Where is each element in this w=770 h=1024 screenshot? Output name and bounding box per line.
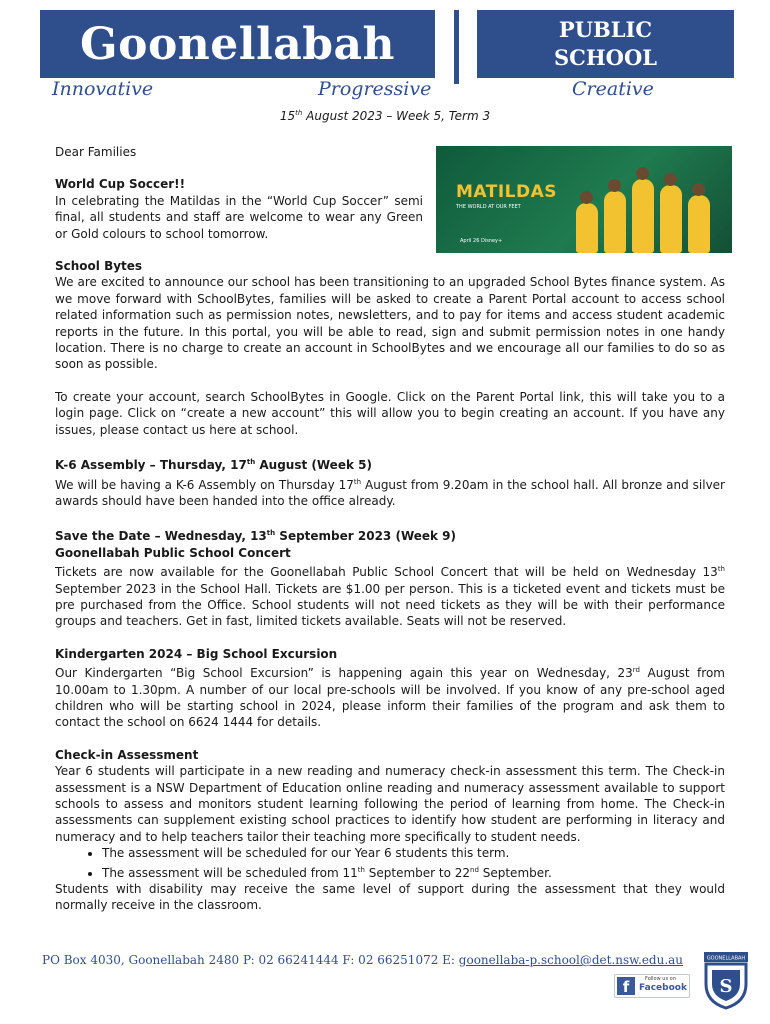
newsletter-body xyxy=(55,144,725,914)
matildas-subtitle: THE WORLD AT OUR FEET xyxy=(456,204,521,210)
school-crest-icon xyxy=(700,950,752,1010)
banner-line-2: SCHOOL xyxy=(553,45,658,70)
assembly-body: We will be having a K-6 Assembly on Thursday 17th August from 9.20am in the school hall. All bronze and silver awards should have been handed into the office already. xyxy=(55,477,725,508)
school-name: Goonellabah xyxy=(80,18,395,70)
school-bytes-heading: School Bytes xyxy=(55,259,143,274)
kindy-heading: Kindergarten 2024 – Big School Excursion xyxy=(55,646,338,661)
concert-heading: Goonellabah Public School Concert xyxy=(55,545,291,560)
school-bytes-para-2: To create your account, search SchoolBytes in Google. Click on the Parent Portal link, this will take you to a login page. Click on “create a new account” this will allow you to begin creating an account. If you have any issues, please contact us here at school. xyxy=(55,389,725,437)
matildas-title: MATILDAS xyxy=(456,182,558,202)
tagline-creative: Creative xyxy=(572,78,654,100)
facebook-icon: f xyxy=(617,977,635,995)
tagline-progressive: Progressive xyxy=(318,78,432,100)
email-link[interactable]: goonellaba-p.school@det.nsw.edu.au xyxy=(458,953,684,967)
school-name-banner xyxy=(40,10,435,78)
checkin-heading: Check-in Assessment xyxy=(55,747,199,762)
facebook-label: Facebook xyxy=(639,983,687,993)
checkin-closing: Students with disability may receive the same level of support during the assessment that they would normally receive in the classroom. xyxy=(55,882,725,913)
save-date-heading: Save the Date – Wednesday, 13th September 2023 (Week 9) xyxy=(55,529,457,544)
checkin-body: Year 6 students will participate in a new reading and numeracy check-in assessment this term. The Check-in assessment is a NSW Department of Education online reading and numeracy assessment available to support schools to assess and monitors student learning following the period of learning from home. The Check-in assessments can supplement existing school practices to identify how student are performing in literacy and numeracy and to help teachers tailor their teaching more specifically to student needs. xyxy=(55,764,725,844)
greeting: Dear Families xyxy=(55,145,137,159)
world-cup-body: In celebrating the Matildas in the “World Cup Soccer” semi final, all students and staff are welcome to wear any Green or Gold colours to school tomorrow. xyxy=(55,193,423,241)
footer-contact: PO Box 4030, Goonellabah 2480 P: 02 66241444 F: 02 66251072 E: goonellaba-p.school@det.nsw.edu.au xyxy=(42,953,684,967)
public-school-banner xyxy=(477,10,734,78)
facebook-follow-text: Follow us on xyxy=(645,976,676,982)
newsletter-date: 15th August 2023 – Week 5, Term 3 xyxy=(279,109,491,123)
world-cup-heading: World Cup Soccer!! xyxy=(55,177,186,192)
svg-text:S: S xyxy=(719,976,733,997)
facebook-button[interactable] xyxy=(614,974,690,998)
list-item: • The assessment will be scheduled from 11th September to 22nd September. xyxy=(102,862,725,881)
checkin-bullets xyxy=(55,845,725,881)
crest-label: GOONELLABAH xyxy=(706,955,746,962)
matildas-footer: April 26 Disney+ xyxy=(460,238,503,244)
assembly-heading: K-6 Assembly – Thursday, 17th August (Week 5) xyxy=(55,458,372,473)
banner-line-1: PUBLIC xyxy=(558,17,653,42)
concert-body: Tickets are now available for the Goonellabah Public School Concert that will be held on Wednesday 13th September 2023 in the School Hall. Tickets are $1.00 per person. This is a ticketed event and tickets must be pre purchased from the Office. School students will not need tickets as they will be with their performance groups and teachers. Get in fast, limited tickets available. Seats will not be reserved. xyxy=(55,565,725,629)
kindy-body: Our Kindergarten “Big School Excursion” is happening again this year on Wednesday, 23rd August from 10.00am to 1.30pm. A number of our local pre-schools will be involved. If you know of any pre-school aged children who will be starting school in 2024, please inform their families of the program and ask them to contact the school on 6624 1444 for details. xyxy=(55,666,725,730)
school-bytes-para-1: We are excited to announce our school has been transitioning to an upgraded School Bytes finance system. As we move forward with SchoolBytes, families will be asked to create a Parent Portal account to access school related information such as permission notes, newsletters, and to pay for items and access student academic reports in the future. In this portal, you will be able to read, sign and submit permission notes in one handy location. There is no charge to create an account in SchoolBytes and we encourage all our families to do so as soon as possible. xyxy=(55,275,725,372)
list-item: • The assessment will be scheduled for our Year 6 students this term. xyxy=(102,845,725,861)
header-divider xyxy=(454,10,459,84)
tagline-innovative: Innovative xyxy=(52,78,154,100)
